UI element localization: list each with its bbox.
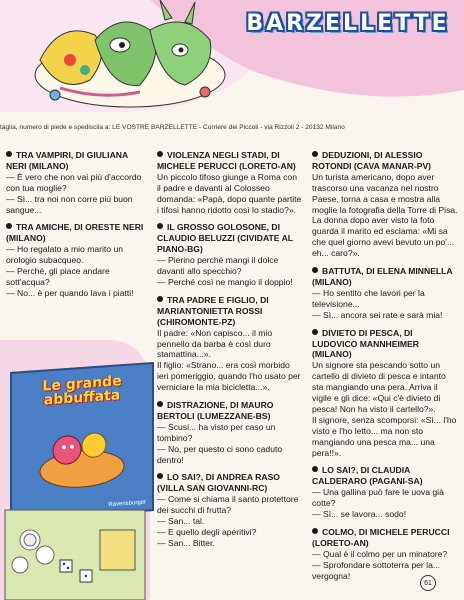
joke-entry <box>157 472 303 548</box>
joke-line: — Ho sentito che lavori per la televisione... <box>312 287 425 309</box>
joke-line: — Pierino perché mangi il dolce davanti allo specchio? <box>157 255 279 277</box>
column-3 <box>312 150 458 589</box>
joke-line: — Perché così ne mangio il doppio! <box>157 276 293 287</box>
joke-entry <box>312 150 458 259</box>
joke-heading: TRA VAMPIRI, DI GIULIANA NERI (MILANO) <box>6 150 128 171</box>
joke-heading: LO SAI?, DI ANDREA RASO (VILLA SAN GIOVANNI-RC) <box>157 472 280 494</box>
joke-line: — Qual è il colmo per un minatore? <box>312 548 448 559</box>
game-box-brand: Ravensburger <box>108 499 146 509</box>
joke-entry <box>312 527 458 582</box>
joke-heading: TRA AMICHE, DI ORESTE NERI (MILANO) <box>6 222 144 244</box>
bullet-icon <box>157 151 163 157</box>
page-number: 61 <box>420 575 436 591</box>
joke-entry <box>157 222 303 287</box>
joke-line: — Scusi... ha visto per caso un tombino? <box>157 421 276 443</box>
game-board-image <box>0 470 150 600</box>
bullet-icon <box>6 151 12 157</box>
bullet-icon <box>312 151 318 157</box>
joke-line: Un piccolo tifoso giunge a Roma con il padre e davanti al Colosseo domanda: «Papà, dopo quante partite i tifosi hanno ridotto così lo stadio?». <box>157 171 302 215</box>
joke-entry <box>312 328 458 459</box>
joke-heading: IL GROSSO GOLOSONE, DI CLAUDIO BELUZZI (CIVIDATE AL PIANO-BG) <box>157 222 293 255</box>
section-title-box <box>238 9 458 37</box>
joke-line: — No... è per quando lava i piatti! <box>6 287 134 298</box>
joke-heading: TRA PADRE E FIGLIO, DI MARIANTONIETTA ROSSI (CHIROMONTE-PZ) <box>157 294 269 327</box>
column-1 <box>6 150 146 306</box>
joke-line: Un signore sta pescando sotto un cartello di divieto di pesca e intanto sta mangiando una pera. Arriva il vigile e gli dice: «Qui c'è divieto di pesca! Non ha visto il cartello?». <box>312 360 446 414</box>
bullet-icon <box>312 528 318 534</box>
joke-line: — È vero che non vai più d'accordo con tua moglie? <box>6 171 142 193</box>
joke-heading: DEDUZIONI, DI ALESSIO ROTONDI (CAVA MANAR-PV) <box>312 150 432 171</box>
joke-line: — Come si chiama il santo protettore dei succhi di frutta? <box>157 494 299 516</box>
joke-entry <box>6 222 146 298</box>
joke-line: Un turista americano, dopo aver trascorso una vacanza nel nostro Paese, torna a casa e mostra alla moglie la fotografia della Torre di Pisa. La donna dopo aver visto la foto guarda il marito ed esclama: «Mi sa che quel giorno avevi bevuto un po'... eh... caro?». <box>312 171 458 259</box>
section-title: BARZELLETTE <box>246 10 450 36</box>
joke-heading: BATTUTA, DI ELENA MINNELLA (MILANO) <box>312 266 453 287</box>
game-box-title: Le grande abbuffata <box>42 373 122 409</box>
joke-line: — Perché, gli piace andare sott'acqua? <box>6 266 110 287</box>
bullet-icon <box>157 401 163 407</box>
joke-entry <box>157 295 303 393</box>
joke-line: — Sì... tra noi non corre più buon sangue... <box>6 193 133 215</box>
joke-heading: DIVIETO DI PESCA, DI LUDOVICO MANNHEIMER (MILANO) <box>312 327 419 360</box>
joke-entry <box>312 266 458 321</box>
joke-heading: VIOLENZA NEGLI STADI, DI MICHELE PERUCCI (LORETO-AN) <box>157 150 296 171</box>
joke-entry <box>157 400 303 465</box>
bullet-icon <box>157 473 163 479</box>
joke-line: — E quello degli aperitivi? <box>157 527 257 537</box>
bullet-icon <box>312 466 318 472</box>
joke-heading: LO SAI?, DI CLAUDIA CALDERARO (PAGANI-SA) <box>312 465 423 487</box>
joke-line: Il figlio: «Strano... era così morbido ieri pomeriggio, quando l'ho usato per verniciare la mia bicicletta...». <box>157 360 301 393</box>
joke-line: — Sprofondare sottoterra per la... vergogna! <box>312 559 441 581</box>
submission-address: taglia, numero di piede e spediscila a: LE VOSTRE BARZELLETTE - Corriere dei Piccoli - via Rizzoli 2 - 20132 Milano <box>0 124 345 131</box>
bullet-icon <box>312 267 318 273</box>
joke-line: Il padre: «Non capisco... il mio pennello da barba è così duro stamattina...». <box>157 327 273 360</box>
bullet-icon <box>157 296 163 302</box>
column-2 <box>157 150 303 556</box>
joke-heading: DISTRAZIONE, DI MAURO BERTOLI (LUMEZZANE-BS) <box>157 400 274 421</box>
joke-line: — Sì... se lavora... sodo! <box>312 509 407 520</box>
bullet-icon <box>6 223 12 229</box>
rabbit-characters-illustration <box>0 0 260 118</box>
joke-line: — Sì... ancora sei rate e sarà mia! <box>312 309 443 320</box>
joke-line: — Una gallina può fare le uova già cotte? <box>312 487 444 509</box>
joke-line: Il signore, senza scomporsi: «Sì... l'ho visto e l'ho letto... ma non sto mangiando una pesca ma... una pera!!». <box>312 414 457 458</box>
joke-line: — San... Bitter. <box>157 537 215 548</box>
joke-line: — Ho regalato a mio marito un orologio subacqueo. <box>6 244 124 266</box>
bullet-icon <box>312 329 318 335</box>
joke-entry <box>6 150 146 215</box>
joke-entry <box>312 465 458 520</box>
bullet-icon <box>157 223 163 229</box>
joke-line: — No, per questo ci sono caduto dentro! <box>157 443 283 465</box>
joke-heading: COLMO, DI MICHELE PERUCCI (LORETO-AN) <box>312 527 450 548</box>
joke-entry <box>157 150 303 215</box>
joke-line: — San... tal. <box>157 516 205 527</box>
header <box>0 0 464 112</box>
